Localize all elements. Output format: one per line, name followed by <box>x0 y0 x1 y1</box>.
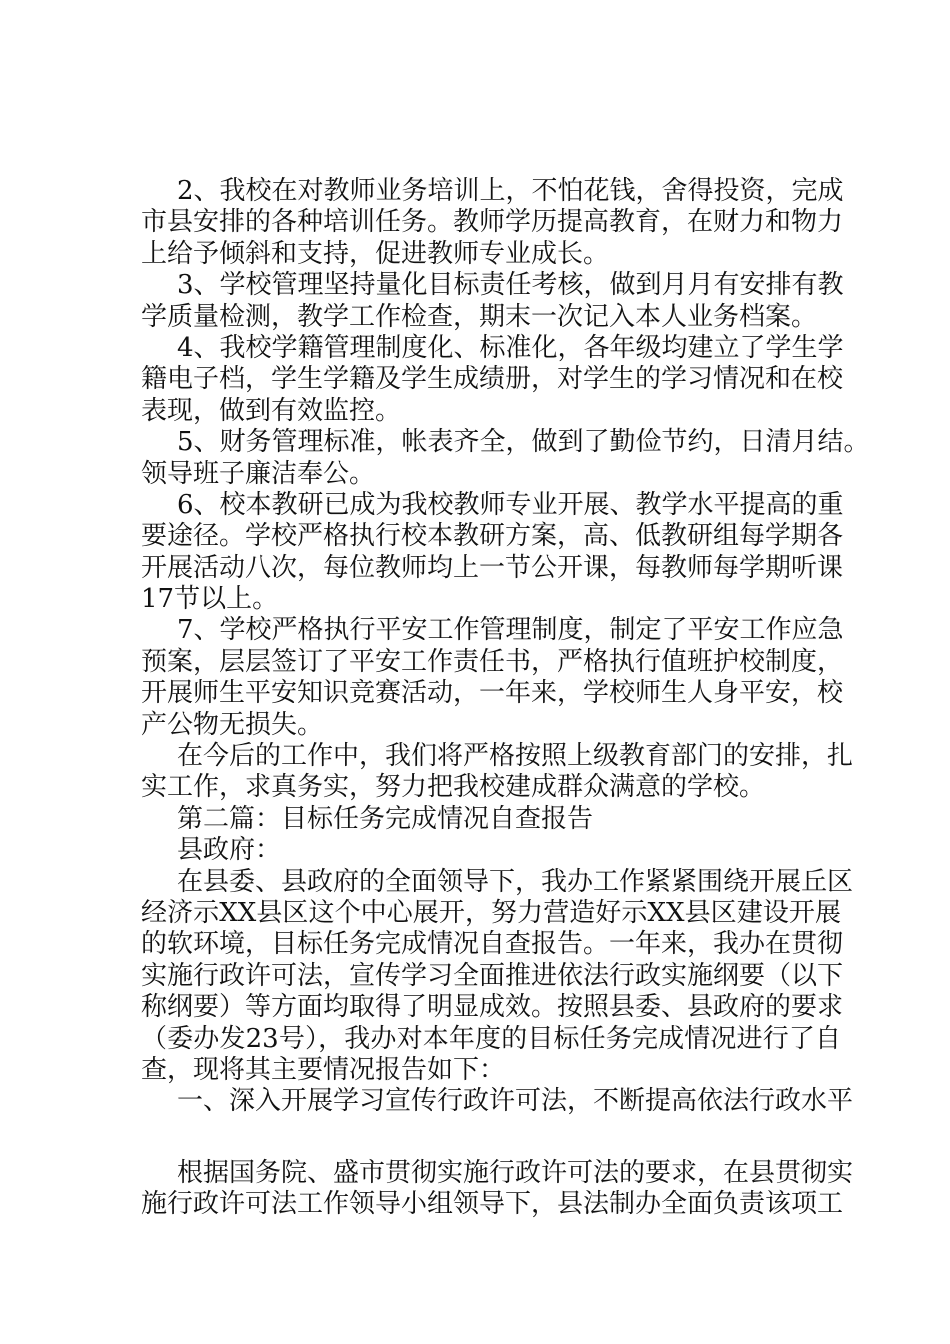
document-body <box>141 176 870 1221</box>
blank-gap <box>141 1118 841 1158</box>
paragraph-7-line-3: 开展师生平安知识竞赛活动，一年来，学校师生人身平安，校 <box>141 678 844 709</box>
section-heading-1: 一、深入开展学习宣传行政许可法，不断提高依法行政水平 <box>177 1086 854 1117</box>
report-paragraph-line-6: （委办发23号），我办对本年度的目标任务完成情况进行了自 <box>141 1023 841 1054</box>
paragraph-7-line-4: 产公物无损失。 <box>141 709 324 740</box>
paragraph-2-line-1: 2、我校在对教师业务培训上，不怕花钱，舍得投资，完成 <box>177 176 844 206</box>
paragraph-6-line-2: 要途径。学校严格执行校本教研方案，高、低教研组每学期各 <box>141 521 844 552</box>
paragraph-5-line-2: 领导班子廉洁奉公。 <box>141 458 376 489</box>
paragraph-2-line-3: 上给予倾斜和支持，促进教师专业成长。 <box>141 238 610 269</box>
report-paragraph-line-2: 经济示XX县区这个中心展开，努力营造好示XX县区建设开展 <box>141 897 841 928</box>
report-paragraph-line-3: 的软环境，目标任务完成情况自查报告。一年来，我办在贯彻 <box>141 929 844 960</box>
paragraph-6-line-4: 17节以上。 <box>141 584 279 615</box>
paragraph-4-line-1: 4、我校学籍管理制度化、标准化，各年级均建立了学生学 <box>177 332 844 363</box>
final-paragraph-line-2: 施行政许可法工作领导小组领导下，县法制办全面负责该项工 <box>141 1189 844 1220</box>
section-title: 第二篇：目标任务完成情况自查报告 <box>177 803 594 834</box>
report-paragraph-line-7: 查，现将其主要情况报告如下： <box>141 1054 506 1085</box>
report-paragraph-line-1: 在县委、县政府的全面领导下，我办工作紧紧围绕开展丘区 <box>177 866 854 897</box>
paragraph-4-line-2: 籍电子档，学生学籍及学生成绩册，对学生的学习情况和在校 <box>141 364 844 395</box>
report-paragraph-line-5: 称纲要）等方面均取得了明显成效。按照县委、县政府的要求 <box>141 992 844 1023</box>
paragraph-2-line-2: 市县安排的各种培训任务。教师学历提高教育，在财力和物力 <box>141 207 844 238</box>
paragraph-3-line-1: 3、学校管理坚持量化目标责任考核，做到月月有安排有教 <box>177 270 844 301</box>
paragraph-6-line-3: 开展活动八次，每位教师均上一节公开课，每教师每学期听课 <box>141 552 844 583</box>
paragraph-7-line-1: 7、学校严格执行平安工作管理制度，制定了平安工作应急 <box>177 615 844 646</box>
paragraph-6-line-1: 6、校本教研已成为我校教师专业开展、教学水平提高的重 <box>177 489 844 520</box>
salutation: 县政府： <box>177 835 282 866</box>
closing-paragraph-line-1: 在今后的工作中，我们将严格按照上级教育部门的安排，扎 <box>177 741 854 772</box>
paragraph-5-line-1: 5、财务管理标准，帐表齐全，做到了勤俭节约，日清月结。 <box>177 427 870 458</box>
report-paragraph-line-4: 实施行政许可法，宣传学习全面推进依法行政实施纲要（以下 <box>141 960 844 991</box>
paragraph-7-line-2: 预案，层层签订了平安工作责任书，严格执行值班护校制度， <box>141 646 844 677</box>
paragraph-4-line-3: 表现，做到有效监控。 <box>141 395 402 426</box>
closing-paragraph-line-2: 实工作，求真务实，努力把我校建成群众满意的学校。 <box>141 772 766 803</box>
paragraph-3-line-2: 学质量检测，教学工作检查，期末一次记入本人业务档案。 <box>141 301 818 332</box>
final-paragraph-line-1: 根据国务院、盛市贯彻实施行政许可法的要求，在县贯彻实 <box>177 1157 854 1188</box>
